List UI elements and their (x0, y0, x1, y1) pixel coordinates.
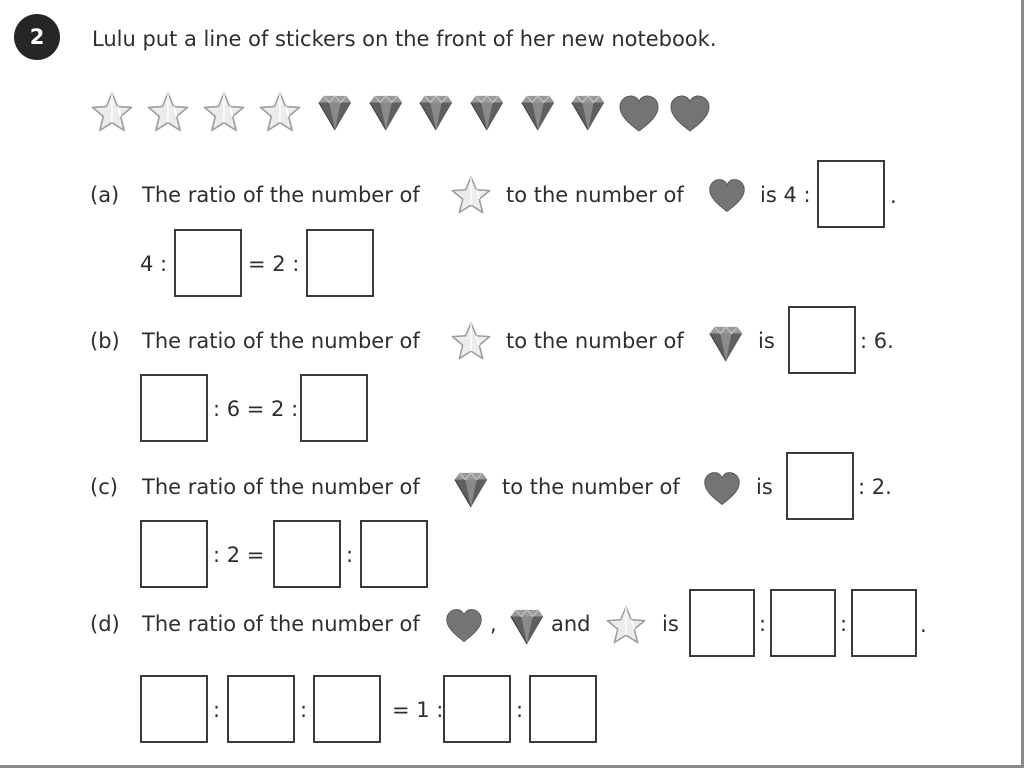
answer-box[interactable] (788, 306, 856, 374)
heart-icon (617, 92, 661, 136)
gem-icon (450, 469, 492, 511)
part-a-label: (a) (90, 183, 120, 207)
part-b-is-text: is (758, 329, 775, 353)
sticker-row (88, 88, 728, 138)
star-icon (450, 320, 492, 362)
part-d-colon: : (516, 698, 524, 722)
answer-box[interactable] (273, 520, 341, 588)
star-icon (258, 90, 302, 134)
part-d-eq-mid: = 1 : (392, 698, 444, 722)
heart-icon (442, 606, 486, 646)
star-icon (146, 90, 190, 134)
answer-box[interactable] (770, 589, 836, 657)
gem-icon (506, 606, 548, 648)
answer-box[interactable] (689, 589, 755, 657)
answer-box[interactable] (313, 675, 381, 743)
part-a-period: . (890, 184, 897, 208)
answer-box[interactable] (140, 520, 208, 588)
answer-box[interactable] (786, 452, 854, 520)
part-b-label: (b) (90, 329, 120, 353)
part-d-period: . (920, 613, 927, 637)
part-a-ratio-text: The ratio of the number of (142, 183, 420, 207)
part-d-comma: , (490, 612, 497, 636)
part-c-colon: : (346, 543, 354, 567)
gem-icon (567, 92, 609, 134)
part-d-and-text: and (551, 612, 591, 636)
heart-icon (700, 469, 744, 509)
part-d-colon: : (759, 612, 767, 636)
answer-box[interactable] (227, 675, 295, 743)
part-c-ratio-text: The ratio of the number of (142, 475, 420, 499)
heart-icon (668, 92, 712, 136)
part-c-tail: : 2. (858, 475, 892, 499)
star-icon (450, 174, 492, 216)
question-intro: Lulu put a line of stickers on the front of her new notebook. (92, 27, 717, 51)
answer-box[interactable] (300, 374, 368, 442)
star-icon (605, 604, 647, 646)
answer-box[interactable] (529, 675, 597, 743)
gem-icon (314, 92, 356, 134)
part-b-eq-mid: : 6 = 2 : (213, 397, 299, 421)
answer-box[interactable] (851, 589, 917, 657)
answer-box[interactable] (174, 229, 242, 297)
part-a-eq-left: 4 : (140, 252, 168, 276)
gem-icon (466, 92, 508, 134)
part-b-ratio-text: The ratio of the number of (142, 329, 420, 353)
gem-icon (415, 92, 457, 134)
part-a-eq-mid: = 2 : (248, 252, 300, 276)
gem-icon (705, 323, 747, 365)
star-icon (90, 90, 134, 134)
answer-box[interactable] (360, 520, 428, 588)
part-a-to-text: to the number of (506, 183, 684, 207)
answer-box[interactable] (140, 675, 208, 743)
part-d-is-text: is (662, 612, 679, 636)
part-b-tail: : 6. (860, 329, 894, 353)
answer-box[interactable] (306, 229, 374, 297)
part-c-eq-mid: : 2 = (213, 543, 265, 567)
part-a-is-text: is 4 : (760, 183, 811, 207)
part-b-to-text: to the number of (506, 329, 684, 353)
part-d-colon: : (213, 698, 221, 722)
question-number-badge: 2 (14, 14, 60, 60)
part-d-ratio-text: The ratio of the number of (142, 612, 420, 636)
part-d-colon: : (300, 698, 308, 722)
part-c-label: (c) (90, 475, 118, 499)
part-d-colon: : (840, 612, 848, 636)
star-icon (202, 90, 246, 134)
answer-box[interactable] (140, 374, 208, 442)
answer-box[interactable] (817, 160, 885, 228)
part-d-label: (d) (90, 612, 120, 636)
gem-icon (365, 92, 407, 134)
gem-icon (517, 92, 559, 134)
part-c-to-text: to the number of (502, 475, 680, 499)
answer-box[interactable] (443, 675, 511, 743)
part-c-is-text: is (756, 475, 773, 499)
heart-icon (705, 176, 749, 216)
